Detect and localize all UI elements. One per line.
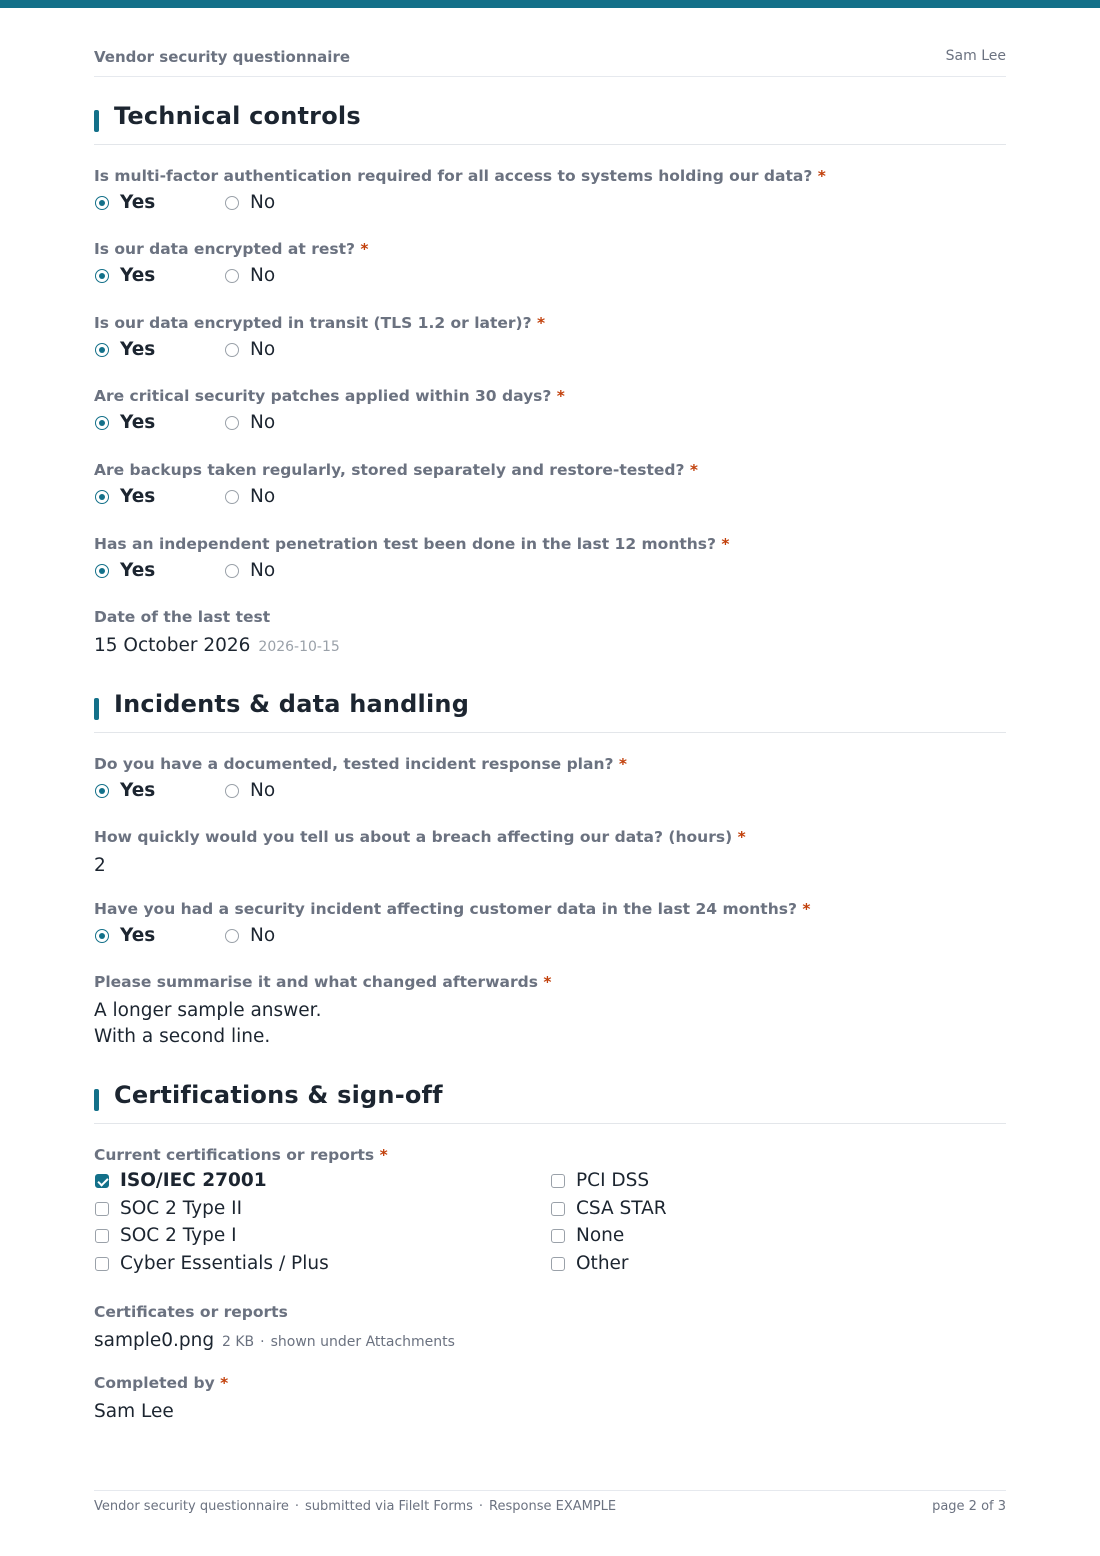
radio-group: Yes No (94, 190, 1006, 216)
section-heading-technical-controls (94, 102, 1006, 145)
radio-selected-icon (95, 490, 109, 504)
required-marker: * (379, 1146, 388, 1164)
question-encryption-at-rest (94, 239, 1006, 289)
question-label: Completed by * (94, 1374, 229, 1392)
section-accent-bar (94, 698, 99, 720)
attachment-size: 2 KB (222, 1334, 255, 1350)
page-number: page 2 of 3 (932, 1499, 1006, 1514)
radio-empty-icon (225, 929, 239, 943)
radio-group: Yes No (94, 484, 1006, 510)
radio-selected-icon (95, 269, 109, 283)
question-label: Are backups taken regularly, stored separately and restore-tested? * (94, 461, 699, 479)
radio-selected-icon (95, 929, 109, 943)
radio-selected-icon (95, 196, 109, 210)
required-marker: * (556, 387, 565, 405)
question-label: Is multi-factor authentication required for all access to systems holding our data? * (94, 167, 826, 185)
question-certificate-files (94, 1302, 1006, 1355)
required-marker: * (689, 461, 699, 479)
checkbox-empty-icon (95, 1202, 109, 1216)
section-accent-bar (94, 1089, 99, 1111)
required-marker: * (802, 900, 811, 918)
required-marker: * (618, 755, 627, 773)
question-penetration-test (94, 534, 1006, 584)
required-marker: * (220, 1374, 229, 1392)
radio-group: Yes No (94, 558, 1006, 584)
running-header (94, 48, 1006, 77)
radio-group: Yes No (94, 410, 1006, 436)
radio-selected-icon (95, 564, 109, 578)
question-label: Date of the last test (94, 608, 271, 626)
radio-empty-icon (225, 269, 239, 283)
radio-empty-icon (225, 416, 239, 430)
attachment-note: shown under Attachments (270, 1334, 455, 1350)
attachment-entry (94, 1328, 1006, 1355)
question-certifications (94, 1145, 1006, 1279)
radio-empty-icon (225, 196, 239, 210)
answer-line: With a second line. (94, 1026, 271, 1047)
footer-separator: · (294, 1499, 300, 1514)
question-label: Have you had a security incident affecting customer data in the last 24 months? * (94, 900, 811, 918)
required-marker: * (537, 314, 546, 332)
question-label: Current certifications or reports * (94, 1146, 388, 1164)
question-label: Is our data encrypted in transit (TLS 1.2 or later)? * (94, 314, 546, 332)
question-backups (94, 460, 1006, 510)
document-title: Vendor security questionnaire (94, 48, 351, 66)
question-breach-notification-hours (94, 827, 1006, 879)
radio-group: Yes No (94, 337, 1006, 363)
section-title: Certifications & sign-off (114, 1081, 443, 1109)
checkbox-empty-icon (95, 1257, 109, 1271)
radio-empty-icon (225, 490, 239, 504)
required-marker: * (737, 828, 746, 846)
required-marker: * (543, 973, 552, 991)
checkbox-empty-icon (551, 1202, 565, 1216)
radio-empty-icon (225, 343, 239, 357)
radio-group: Yes No (94, 923, 1006, 949)
checkbox-empty-icon (551, 1257, 565, 1271)
question-completed-by (94, 1373, 1006, 1425)
section-heading-certifications (94, 1081, 1006, 1124)
question-last-test-date (94, 607, 1006, 660)
radio-group: Yes No (94, 778, 1006, 804)
question-label: Please summarise it and what changed afterwards * (94, 973, 552, 991)
question-patching (94, 386, 1006, 436)
required-marker: * (360, 240, 369, 258)
required-marker: * (817, 167, 826, 185)
checkbox-empty-icon (551, 1229, 565, 1243)
footer-form-name: Vendor security questionnaire (94, 1499, 289, 1514)
question-mfa (94, 166, 1006, 216)
radio-empty-icon (225, 564, 239, 578)
section-accent-bar (94, 110, 99, 132)
section-title: Technical controls (114, 102, 361, 130)
question-label: Has an independent penetration test been done in the last 12 months? * (94, 535, 730, 553)
checkbox-empty-icon (95, 1229, 109, 1243)
question-incident-response-plan (94, 754, 1006, 804)
answer-value (94, 633, 1006, 660)
question-past-incident (94, 899, 1006, 949)
iso-date: 2026-10-15 (258, 639, 340, 655)
date-value: 15 October 2026 (94, 635, 251, 656)
footer-response-id: Response EXAMPLE (489, 1499, 617, 1514)
section-title: Incidents & data handling (114, 690, 470, 718)
answer-text (94, 998, 1006, 1050)
required-marker: * (721, 535, 730, 553)
page-footer (94, 1490, 1006, 1521)
question-label: How quickly would you tell us about a breach affecting our data? (hours) * (94, 828, 746, 846)
question-encryption-in-transit (94, 313, 1006, 363)
accent-top-bar (0, 0, 1100, 8)
question-label: Are critical security patches applied within 30 days? * (94, 387, 565, 405)
checkbox-group: ISO/IEC 27001 SOC 2 Type II SOC 2 Type I Cyber Essentials / Plus PCI DSS CSA STAR None Other (94, 1167, 1006, 1279)
radio-selected-icon (95, 784, 109, 798)
section-heading-incidents (94, 690, 1006, 733)
footer-separator: · (478, 1499, 484, 1514)
radio-group: Yes No (94, 263, 1006, 289)
radio-selected-icon (95, 416, 109, 430)
radio-empty-icon (225, 784, 239, 798)
separator: · (260, 1334, 265, 1350)
respondent-name: Sam Lee (945, 48, 1006, 64)
footer-info (94, 1499, 616, 1514)
question-label: Certificates or reports (94, 1303, 288, 1321)
footer-submitted: submitted via FileIt Forms (305, 1499, 473, 1514)
answer-line: A longer sample answer. (94, 1000, 322, 1021)
radio-selected-icon (95, 343, 109, 357)
question-incident-summary (94, 972, 1006, 1050)
checkbox-empty-icon (551, 1174, 565, 1188)
question-label: Do you have a documented, tested incident response plan? * (94, 755, 627, 773)
question-label: Is our data encrypted at rest? * (94, 240, 369, 258)
answer-value: Sam Lee (94, 1401, 174, 1422)
attachment-file-name[interactable]: sample0.png (94, 1330, 215, 1351)
checkbox-checked-icon (95, 1174, 109, 1188)
answer-value: 2 (94, 855, 106, 876)
